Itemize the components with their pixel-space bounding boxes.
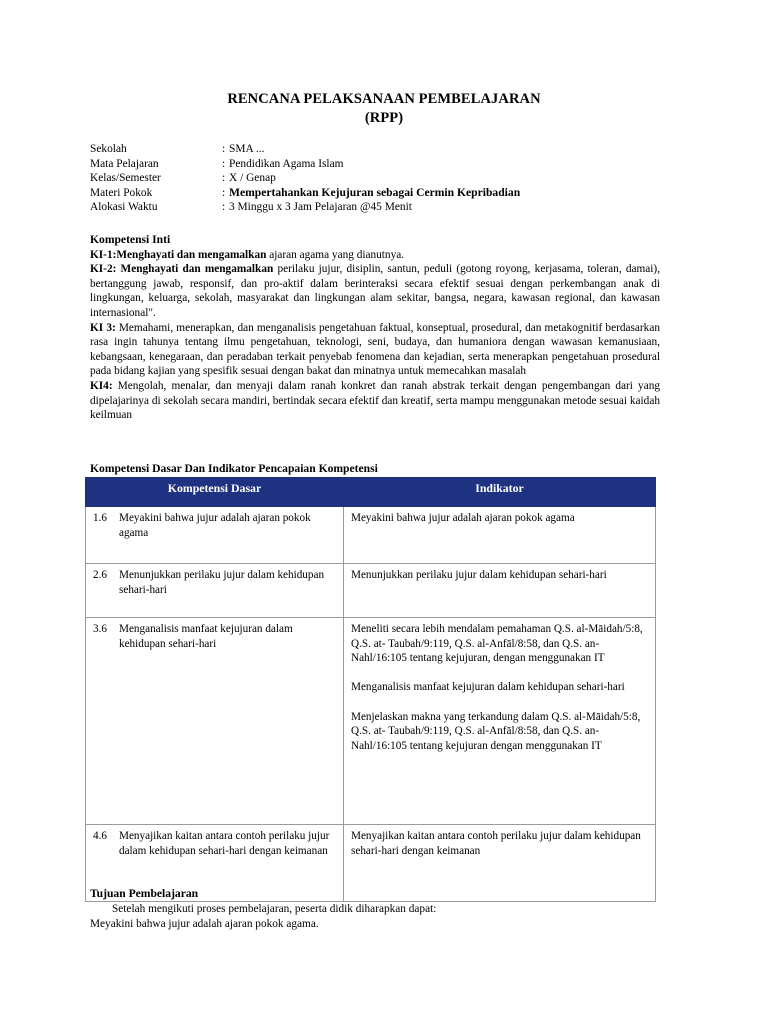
indicator-cell: [344, 564, 656, 618]
indicator-item: Menunjukkan perilaku jujur dalam kehidupan sehari-hari: [351, 569, 607, 581]
identity-row-materi-pokok: [90, 186, 670, 201]
ki-lead: Menghayati dan mengamalkan: [120, 263, 274, 276]
indicator-item: Meneliti secara lebih mendalam pemahaman Q.S. al-Māidah/5:8, Q.S. at- Taubah/9:119, Q.S. al-Anfāl/8:58, dan Q.S. an-Nahl/16:105 tentang kejujuran, dengan menggunakan IT: [351, 623, 643, 665]
ki-code: KI-2:: [90, 263, 121, 276]
kd-section-heading: Kompetensi Dasar Dan Indikator Pencapaian Kompetensi: [90, 462, 378, 475]
ki-rest: Memahami, menerapkan, dan menganalisis pengetahuan faktual, konseptual, prosedural, dan metakognitif berdasarkan rasa ingin tahunya tentang ilmu pengetahuan, teknologi, seni, budaya, dan humaniora dengan wawasan kemanusiaan, kebangsaan, kenegaraan, dan peradaban terkait penyebab fenomena dan kejadian, serta menerapkan pengetahuan prosedural pada bidang kajian yang spesifik sesuai dengan bakat dan minatnya untuk memecahkan masalah: [90, 321, 660, 378]
kd-number: 1.6: [93, 512, 107, 524]
identity-colon: :: [222, 201, 226, 214]
indicator-cell: [344, 618, 656, 825]
ki-rest: Mengolah, menalar, dan menyaji dalam ranah konkret dan ranah abstrak terkait dengan pengembangan dari yang dipelajarinya di sekolah secara mandiri, bertindak secara efektif dan kreatif, serta mampu menggunakan metode sesuai kaidah keilmuan: [90, 379, 661, 422]
ki-code: KI-1:: [90, 248, 117, 261]
identity-row-alokasi-waktu: [90, 200, 670, 215]
tujuan-intro: Setelah mengikuti proses pembelajaran, peserta didik diharapkan dapat:: [112, 902, 437, 915]
ki-rest: perilaku jujur, disiplin, santun, peduli (gotong royong, kerjasama, toleran, damai), bertanggung jawab, responsif, dan pro-aktif dalam berinteraksi secara efektif sesuai dengan perkembangan anak di lingkungan, keluarga, sekolah, masyarakat dan lingkungan alam sekitar, bangsa, negara, kawasan regional, dan kawasan internasional".: [90, 263, 661, 319]
kd-text: Meyakini bahwa jujur adalah ajaran pokok agama: [119, 512, 311, 539]
indicator-cell: [344, 507, 656, 564]
indicator-item: Meyakini bahwa jujur adalah ajaran pokok agama: [351, 512, 575, 524]
indicator-item: Menjelaskan makna yang terkandung dalam Q.S. al-Māidah/5:8, Q.S. at- Taubah/9:119, Q.S. al-Anfāl/8:58, dan Q.S. an-Nahl/16:105 tentang kejujuran dengan menggunakan IT: [351, 710, 641, 752]
kd-number: 4.6: [93, 830, 107, 842]
identity-label: Materi Pokok: [90, 186, 153, 199]
identity-value: Mempertahankan Kejujuran sebagai Cermin Kepribadian: [229, 185, 521, 199]
identity-colon: :: [222, 143, 226, 155]
identity-colon: :: [222, 157, 226, 170]
title-line-2: (RPP): [364, 110, 404, 126]
kd-cell: [86, 507, 344, 564]
kd-number: 2.6: [93, 569, 107, 581]
kompetensi-inti-heading: Kompetensi Inti: [90, 233, 171, 246]
kompetensi-dasar-table: [85, 477, 656, 902]
kompetensi-inti-item-ki3: [90, 321, 660, 379]
kompetensi-inti-block: [90, 233, 660, 423]
table-header-indikator: Indikator: [344, 478, 656, 507]
kd-cell: [86, 564, 344, 618]
kd-text: Menunjukkan perilaku jujur dalam kehidupan sehari-hari: [119, 569, 325, 596]
kd-text: Menganalisis manfaat kejujuran dalam kehidupan sehari-hari: [119, 623, 293, 650]
kompetensi-inti-item-ki1: [90, 248, 660, 263]
document-title: [0, 90, 768, 128]
kd-cell: [86, 618, 344, 825]
kd-text: Menyajikan kaitan antara contoh perilaku jujur dalam kehidupan sehari-hari dengan keimanan: [119, 830, 330, 857]
identity-label: Kelas/Semester: [90, 172, 161, 185]
table-header-row: [86, 478, 656, 507]
table-row: [86, 507, 656, 564]
indicator-item: Menganalisis manfaat kejujuran dalam kehidupan sehari-hari: [351, 681, 625, 694]
identity-row-kelas-semester: [90, 171, 670, 186]
identity-row-sekolah: [90, 142, 670, 157]
kd-number: 3.6: [93, 623, 107, 635]
identity-label: Alokasi Waktu: [90, 201, 158, 214]
identity-value: X / Genap: [229, 172, 276, 185]
ki-lead: Menghayati dan mengamalkan: [116, 248, 267, 261]
ki-rest: ajaran agama yang dianutnya.: [266, 248, 405, 261]
tujuan-point: Meyakini bahwa jujur adalah ajaran pokok agama.: [90, 917, 319, 930]
tujuan-pembelajaran-block: [90, 887, 660, 931]
identity-value: SMA ...: [229, 143, 265, 155]
indicator-item: Menyajikan kaitan antara contoh perilaku jujur dalam kehidupan sehari-hari dengan keimanan: [351, 830, 641, 857]
tujuan-heading: Tujuan Pembelajaran: [90, 887, 199, 900]
ki-code: KI4:: [90, 379, 118, 392]
identity-block: [90, 142, 670, 215]
kompetensi-inti-item-ki2: [90, 262, 660, 320]
identity-colon: :: [222, 186, 226, 199]
identity-colon: :: [222, 172, 226, 185]
table-row: [86, 618, 656, 825]
identity-value: 3 Minggu x 3 Jam Pelajaran @45 Menit: [229, 201, 412, 214]
identity-value: Pendidikan Agama Islam: [229, 157, 344, 170]
kompetensi-inti-item-ki4: [90, 379, 660, 423]
identity-row-mata-pelajaran: [90, 157, 670, 172]
table-row: [86, 564, 656, 618]
table-header-kompetensi-dasar: Kompetensi Dasar: [86, 478, 344, 507]
ki-code: KI 3:: [90, 321, 119, 334]
identity-label: Sekolah: [90, 143, 127, 155]
title-line-1: RENCANA PELAKSANAAN PEMBELAJARAN: [227, 91, 541, 107]
identity-label: Mata Pelajaran: [90, 157, 159, 170]
